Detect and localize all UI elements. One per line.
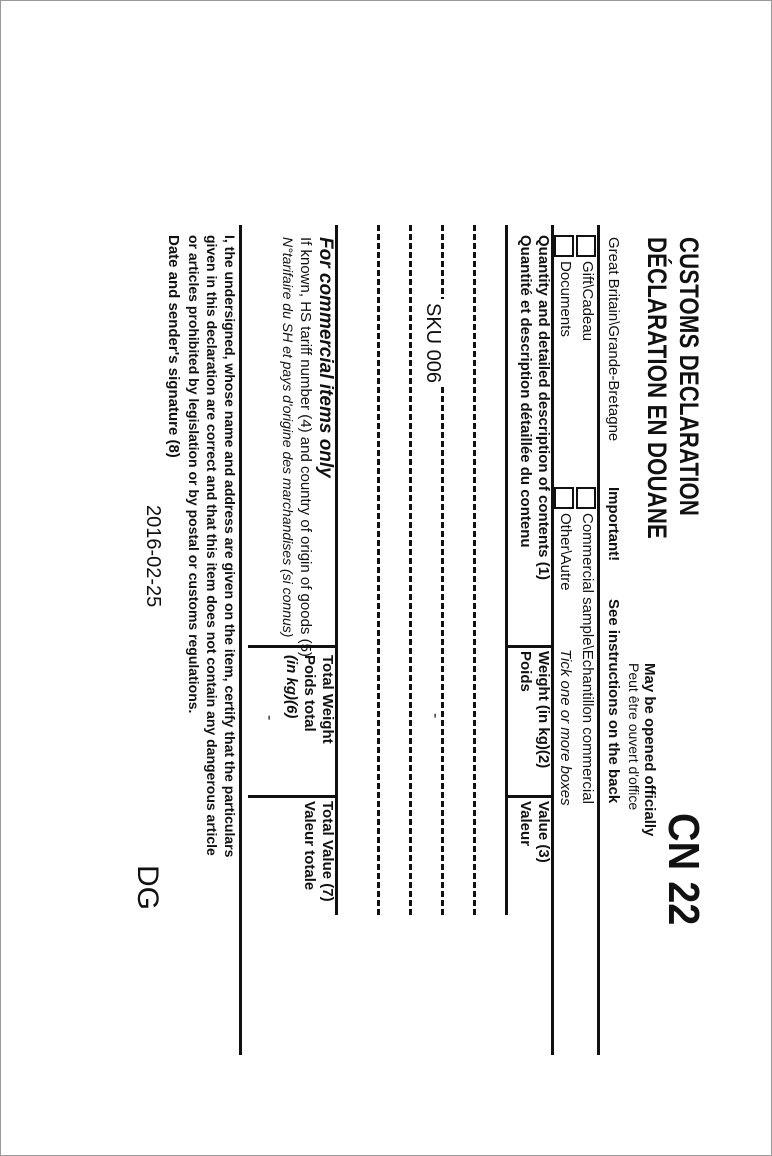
declaration-date: 2016-02-25 [142,505,164,608]
opened-notice-en: May be opened officially [641,663,658,837]
documents-label: Documents [557,261,574,337]
commercial-sample-label: Commercial sample\Echantillon commercial [579,513,596,804]
total-weight-label-2: Poids total [301,655,318,732]
important-label: Important! [605,487,622,562]
gift-label: Gift\Cadeau [579,261,596,342]
item-description: SKU 006 [421,299,444,387]
opened-notice-fr: Peut être ouvert d'office [626,663,642,811]
other-checkbox[interactable] [554,487,574,509]
country-label: Great Britain\Grande-Bretagne [605,237,622,442]
item-weight: - [427,713,444,719]
total-value-label-2: Valeur totale [301,801,318,891]
form-title-fr: DÉCLARATION EN DOUANE [642,237,672,539]
declaration-line-2: given in this declaration are correct and that this item does not contain any dangerous article [204,235,220,856]
description-header-fr: Quantité et description détaillée du contenu [517,235,534,548]
total-weight-value: - [261,715,278,721]
weight-header-fr: Poids [517,651,534,692]
see-instructions-label: See instructions on the back [605,599,622,804]
declaration-line-1: I, the undersigned, whose name and address are given on the item, certify that the particulars [222,235,238,858]
commercial-heading: For commercial items only [315,237,336,478]
declaration-line-3: or articles prohibited by legislation or by postal or customs regulations. [186,235,202,714]
description-header-en: Quantity and detailed description of contents (1) [535,235,552,581]
gift-checkbox[interactable] [576,235,596,257]
tick-hint: Tick one or more boxes [557,649,574,806]
other-label: Other\Autre [557,513,574,591]
value-header-fr: Valeur [517,801,534,847]
total-weight-label-3: (in kg)(6) [283,655,300,719]
commercial-line-en: If known, HS tariff number (4) and country of origin of goods (5) [297,237,314,657]
signature-label: Date and sender's signature (8) [165,235,182,458]
total-weight-label-1: Total Weight [319,655,336,744]
sender-signature: DG [131,865,164,910]
commercial-sample-checkbox[interactable] [576,487,596,509]
value-header-en: Value (3) [535,801,552,863]
weight-header-en: Weight (in kg)(2) [535,651,552,769]
form-title-en: CUSTOMS DECLARATION [674,237,704,517]
documents-checkbox[interactable] [554,235,574,257]
form-code: CN 22 [659,813,708,926]
total-value-label-1: Total Value (7) [319,801,336,902]
commercial-line-fr: N°tarifaire du SH et pays d'origine des marchandises (si connus) [280,237,296,638]
cn22-form [12,225,712,1065]
